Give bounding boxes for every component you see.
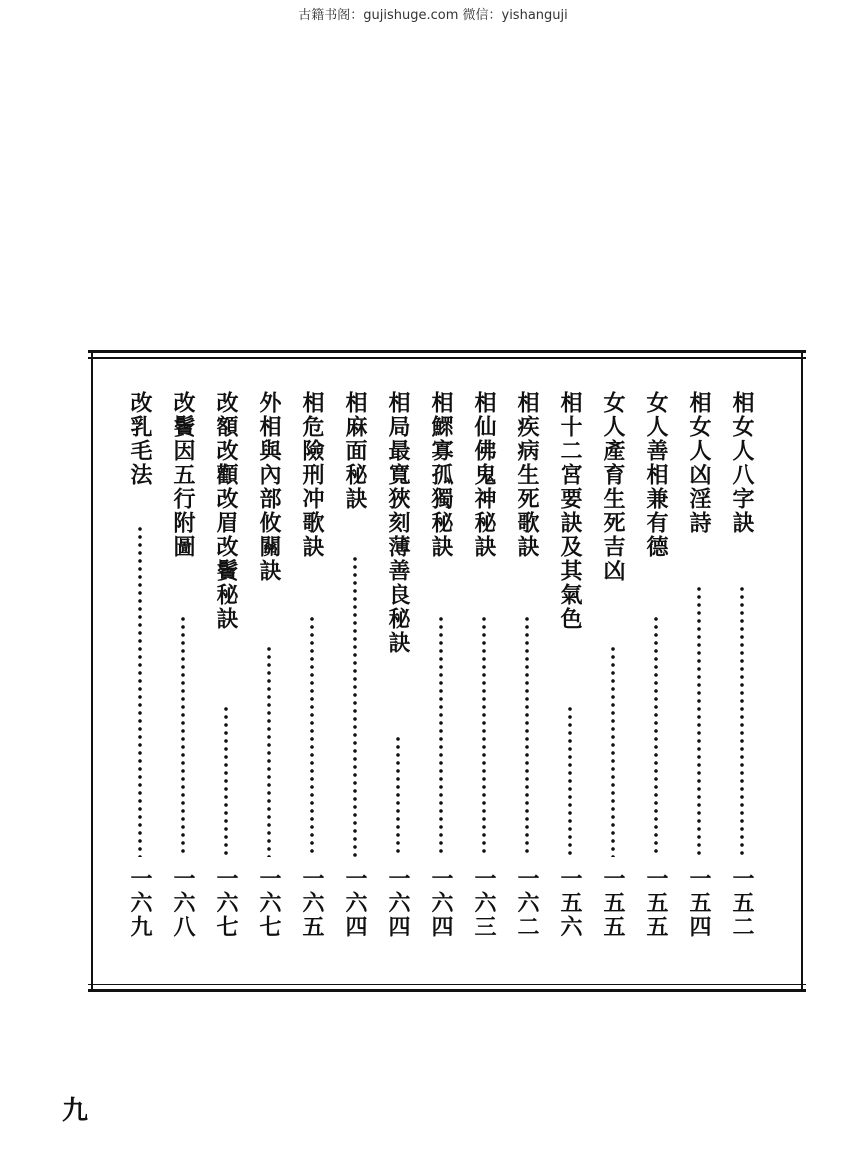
frame-left-rule [91,350,93,992]
toc-leader-dots [438,615,444,857]
toc-entry [212,391,240,951]
toc-leader-dots [524,615,530,857]
toc-leader-dots [309,615,315,857]
toc-entry [341,391,369,951]
toc-entry [298,391,326,951]
toc-entry [126,391,154,951]
toc-leader-dots [610,645,616,857]
toc-entry-title: 女人善相兼有德 [643,391,669,559]
toc-entry-page: 一六二 [514,867,540,939]
toc-entry-title: 相危險刑冲歌訣 [299,391,325,559]
page-number: 九 [62,1096,89,1126]
toc-entry-page: 一六九 [127,867,153,939]
frame-bottom-rule [88,989,806,992]
toc-entry [728,391,756,951]
toc-leader-dots [696,585,702,857]
toc-entry [642,391,670,951]
toc-entry [384,391,412,951]
toc-entry-page: 一六七 [213,867,239,939]
toc-leader-dots [567,705,573,857]
toc-entry-page: 一六七 [256,867,282,939]
toc-leader-dots [739,585,745,857]
toc-leader-dots [481,615,487,857]
toc-entry-title: 改額改顴改眉改鬢秘訣 [213,391,239,631]
toc-entry-title: 相麻面秘訣 [342,391,368,511]
toc-entry [556,391,584,951]
watermark-header: 古籍书阁：gujishuge.com 微信：yishanguji [298,8,568,23]
toc-entry [470,391,498,951]
toc-entry-title: 相女人凶淫詩 [686,391,712,535]
frame-top-inner-rule [88,357,806,359]
toc-entry-title: 外相與內部攸關訣 [256,391,282,583]
toc-leader-dots [137,525,143,857]
toc-leader-dots [352,555,358,857]
toc-entry-title: 相鰥寡孤獨秘訣 [428,391,454,559]
toc-entry [427,391,455,951]
toc-entry-page: 一六四 [342,867,368,939]
toc-leader-dots [395,735,401,857]
toc-entry-title: 改鬢因五行附圖 [170,391,196,559]
toc-entry-page: 一六八 [170,867,196,939]
toc-entry-title: 改乳毛法 [127,391,153,487]
frame-right-rule [801,350,803,992]
toc-entry-title: 相十二宮要訣及其氣色 [557,391,583,631]
toc-leader-dots [223,705,229,857]
toc-entry-page: 一六四 [385,867,411,939]
frame-bottom-inner-rule [88,984,806,986]
toc-entry-page: 一五五 [600,867,626,939]
toc-entry-page: 一五六 [557,867,583,939]
toc-entry-page: 一六四 [428,867,454,939]
toc-entry [255,391,283,951]
toc-entry-page: 一五二 [729,867,755,939]
toc-leader-dots [180,615,186,857]
toc-entry [513,391,541,951]
toc-entry-page: 一五五 [643,867,669,939]
toc-entry-page: 一五四 [686,867,712,939]
toc-leader-dots [266,645,272,857]
toc-entry-title: 相仙佛鬼神秘訣 [471,391,497,559]
toc-entry [169,391,197,951]
frame-top-rule [88,350,806,353]
toc-entry [599,391,627,951]
toc-entry-title: 相疾病生死歌訣 [514,391,540,559]
toc-entry-title: 相局最寬狹刻薄善良秘訣 [385,391,411,655]
toc-entry-title: 女人產育生死吉凶 [600,391,626,583]
toc-entry-title: 相女人八字訣 [729,391,755,535]
toc-leader-dots [653,615,659,857]
toc-entry [685,391,713,951]
toc-entry-page: 一六五 [299,867,325,939]
toc-entry-page: 一六三 [471,867,497,939]
